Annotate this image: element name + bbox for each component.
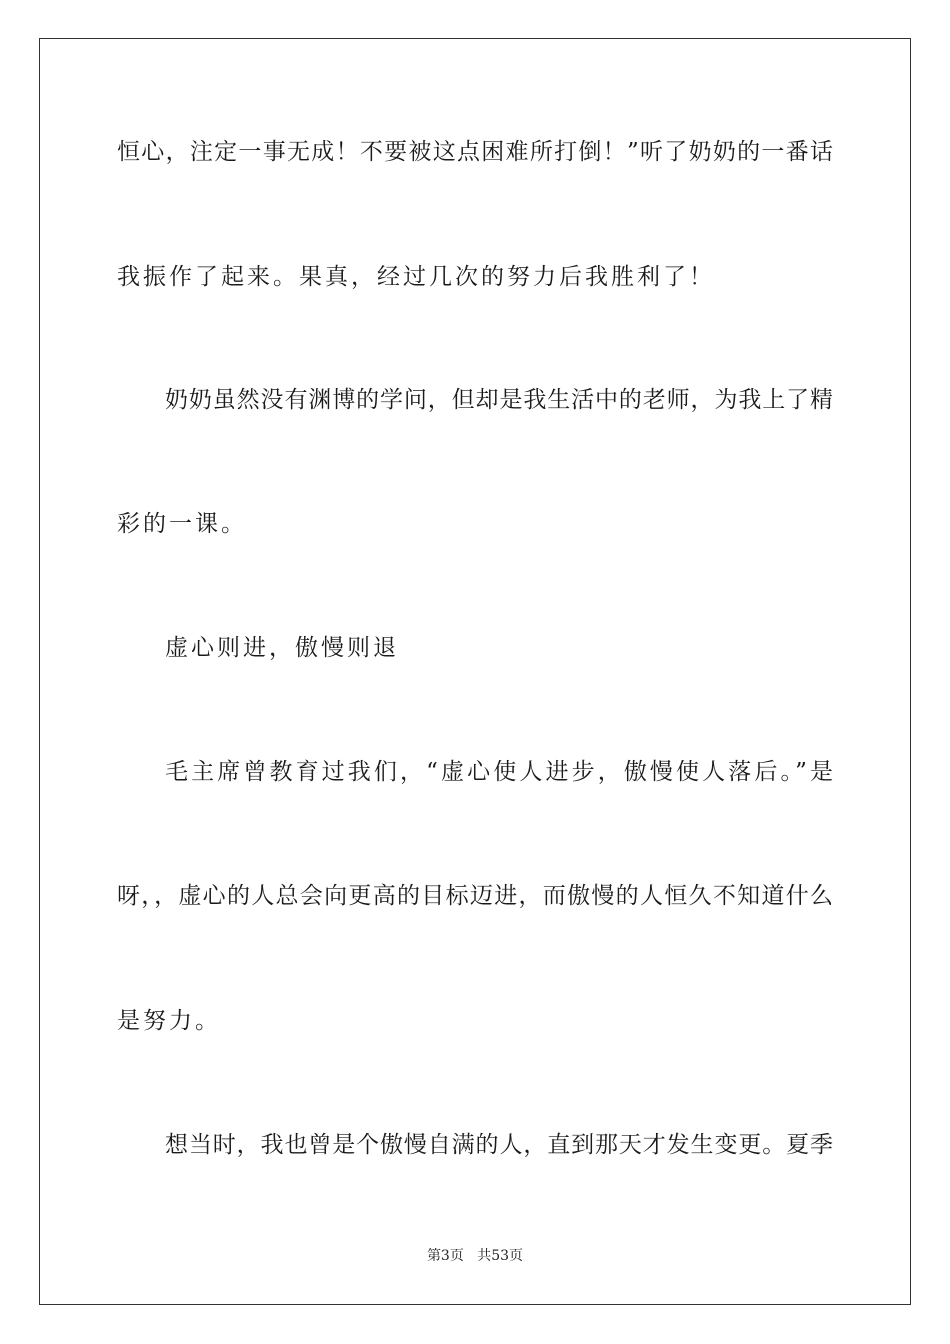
text-line-8: 是努力。 — [117, 1008, 221, 1034]
text-line-7: 呀，，虚心的人总会向更高的目标迈进，而傲慢的人恒久不知道什么 — [117, 883, 833, 909]
page-number: 第3页 — [426, 1248, 464, 1264]
page-border — [39, 38, 911, 1305]
text-line-6: 毛主席曾教育过我们，“虚心使人进步，傲慢使人落后。”是 — [165, 759, 833, 785]
page-total: 共53页 — [477, 1248, 524, 1264]
text-line-4: 彩的一课。 — [117, 511, 247, 537]
text-line-3: 奶奶虽然没有渊博的学问，但却是我生活中的老师，为我上了精 — [165, 387, 833, 413]
text-line-1: 恒心，注定一事无成！不要被这点困难所打倒！”听了奶奶的一番话 — [117, 139, 833, 165]
section-heading: 虚心则进，傲慢则退 — [165, 635, 399, 661]
page-footer — [0, 1247, 950, 1265]
text-line-2: 我振作了起来。果真，经过几次的努力后我胜利了！ — [117, 264, 715, 290]
text-line-9: 想当时，我也曾是个傲慢自满的人，直到那天才发生变更。夏季 — [165, 1132, 833, 1158]
